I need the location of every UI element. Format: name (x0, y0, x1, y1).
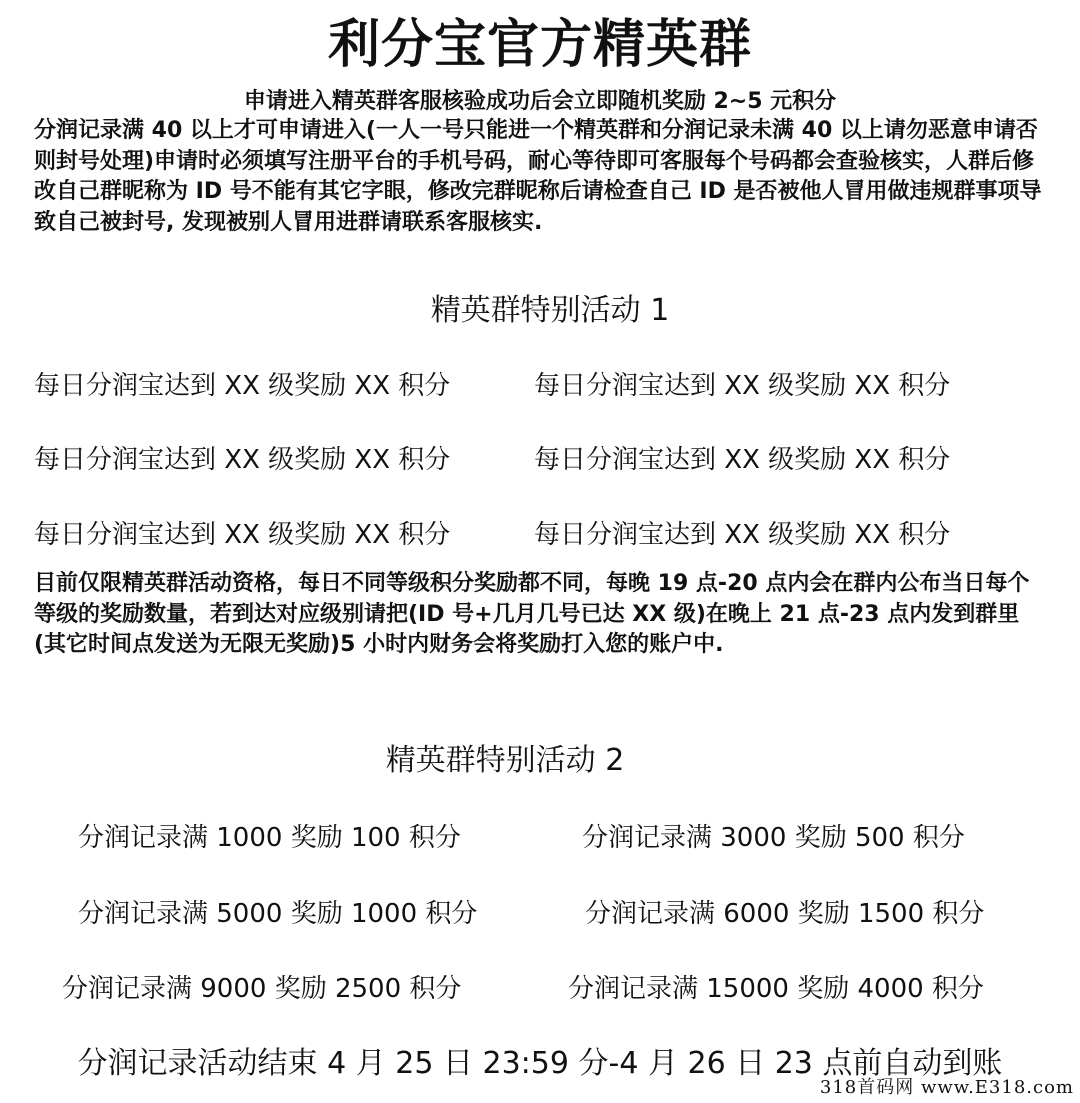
record-reward-item: 分润记录满 9000 奖励 2500 积分 (62, 974, 462, 1004)
watermark: 318首码网 www.E318.com (819, 1077, 1074, 1098)
activity2-heading: 精英群特别活动 2 (385, 743, 625, 778)
activity-end-notice: 分润记录活动结束 4 月 25 日 23:59 分-4 月 26 日 23 点前自动到账 (77, 1046, 1003, 1081)
record-reward-item: 分润记录满 3000 奖励 500 积分 (582, 823, 965, 853)
record-reward-item: 分润记录满 5000 奖励 1000 积分 (78, 899, 478, 929)
daily-reward-item: 每日分润宝达到 XX 级奖励 XX 积分 (34, 445, 451, 475)
record-reward-item: 分润记录满 6000 奖励 1500 积分 (585, 899, 985, 929)
daily-reward-item: 每日分润宝达到 XX 级奖励 XX 积分 (534, 445, 951, 475)
daily-reward-item: 每日分润宝达到 XX 级奖励 XX 积分 (534, 520, 951, 550)
record-reward-item: 分润记录满 1000 奖励 100 积分 (78, 823, 461, 853)
daily-reward-item: 每日分润宝达到 XX 级奖励 XX 积分 (534, 371, 951, 401)
daily-reward-item: 每日分润宝达到 XX 级奖励 XX 积分 (34, 371, 451, 401)
page-title: 利分宝官方精英群 (327, 15, 752, 75)
activity1-heading: 精英群特别活动 1 (430, 293, 670, 328)
daily-reward-item: 每日分润宝达到 XX 级奖励 XX 积分 (34, 520, 451, 550)
record-reward-item: 分润记录满 15000 奖励 4000 积分 (568, 974, 984, 1004)
activity1-note: 目前仅限精英群活动资格，每日不同等级积分奖励都不同，每晚 19 点-20 点内会在群内公布当日每个等级的奖励数量，若到达对应级别请把(ID 号+几月几号已达 XX 级)在晚上 21 点-23 点内发到群里(其它时间点发送为无限无奖励)5 小时内财务会将奖励打入您的账户中. (34, 571, 1030, 657)
intro-paragraph: 分润记录满 40 以上才可申请进入(一人一号只能进一个精英群和分润记录未满 40 以上请勿恶意申请否则封号处理)申请时必须填写注册平台的手机号码，耐心等待即可客服每个号码都会查验核实，人群后修改自己群昵称为 ID 号不能有其它字眼，修改完群昵称后请检查自己 ID 是否被他人冒用做违规群事项导致自己被封号, 发现被别人冒用进群请联系客服核实. (34, 118, 1042, 235)
page-subtitle: 申请进入精英群客服核验成功后会立即随机奖励 2~5 元积分 (243, 89, 837, 114)
